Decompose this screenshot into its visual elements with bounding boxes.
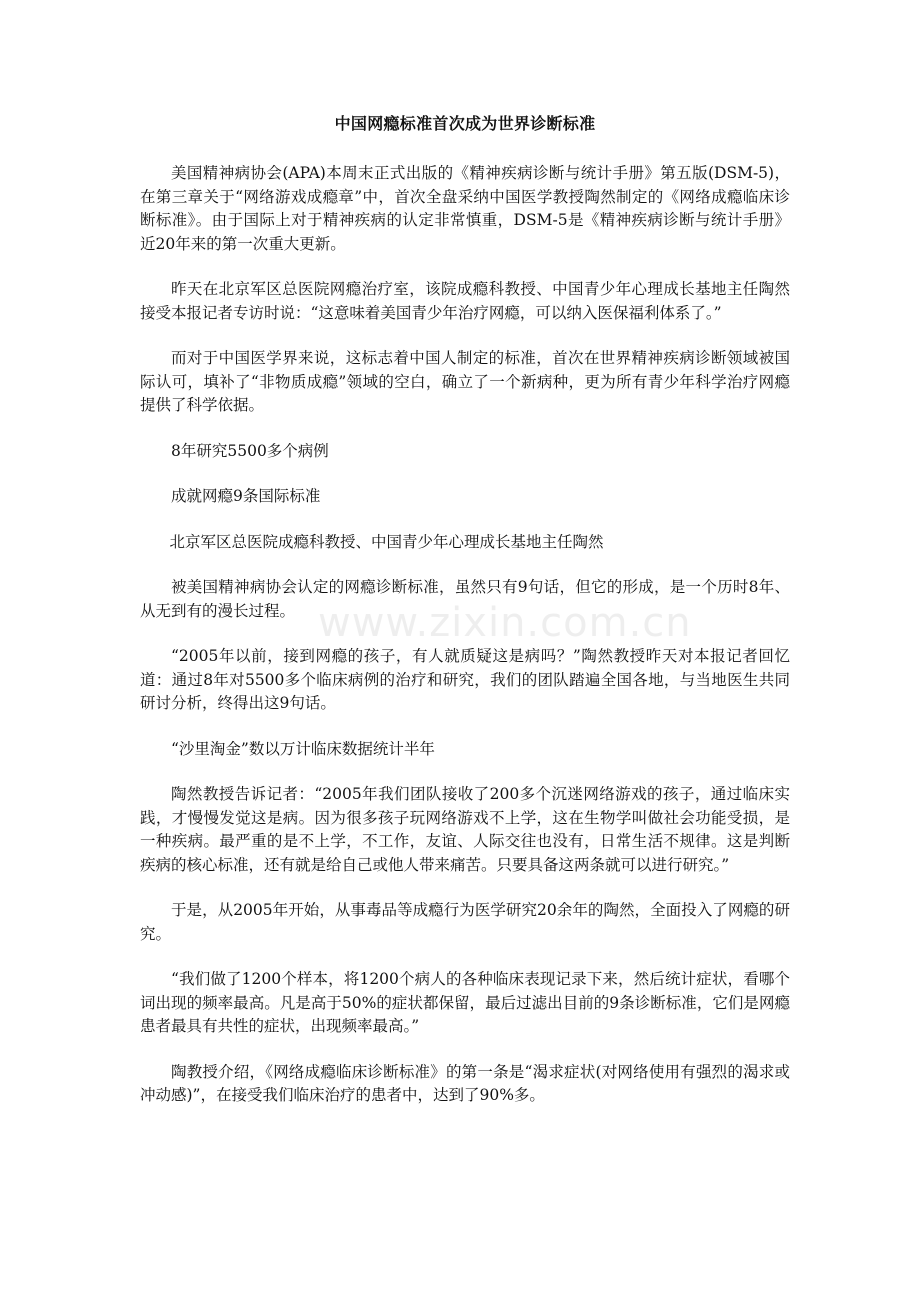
paragraph-intro: 美国精神病协会(APA)本周末正式出版的《精神疾病诊断与统计手册》第五版(DSM-5)，在第三章关于“网络游戏成瘾章”中，首次全盘采纳中国医学教授陶然制定的《网络成瘾临床诊断标准》。由于国际上对于精神疾病的认定非常慎重，DSM-5是《精神疾病诊断与统计手册》近20年来的第一次重大更新。	[140, 164, 790, 253]
paragraph-samples: “我们做了1200个样本，将1200个病人的各种临床表现记录下来，然后统计症状，看哪个词出现的频率最高。凡是高于50%的症状都保留，最后过滤出目前的9条诊断标准，它们是网瘾患者最具有共性的症状，出现频率最高。”	[140, 970, 790, 1035]
paragraph-first-criterion: 陶教授介绍，《网络成瘾临床诊断标准》的第一条是“渴求症状(对网络使用有强烈的渴求或冲动感)”，在接受我们临床治疗的患者中，达到了90%多。	[140, 1062, 790, 1104]
subheading-research: 8年研究5500多个病例	[171, 441, 329, 460]
paragraph-interview: 昨天在北京军区总医院网瘾治疗室，该院成瘾科教授、中国青少年心理成长基地主任陶然接受本报记者专访时说：“这意味着美国青少年治疗网瘾，可以纳入医保福利体系了。”	[140, 280, 790, 322]
paragraph-start: 于是，从2005年开始，从事毒品等成瘾行为医学研究20余年的陶然，全面投入了网瘾的研究。	[140, 901, 790, 943]
paragraph-process: 被美国精神病协会认定的网瘾诊断标准，虽然只有9句话，但它的形成，是一个历时8年、从无到有的漫长过程。	[140, 578, 790, 620]
document-title: 中国网瘾标准首次成为世界诊断标准	[334, 114, 596, 133]
subheading-standards: 成就网瘾9条国际标准	[171, 487, 321, 505]
subheading-data: “沙里淘金”数以万计临床数据统计半年	[171, 739, 435, 758]
paragraph-recollection: “2005年以前，接到网瘾的孩子，有人就质疑这是病吗？”陶然教授昨天对本报记者回忆道：通过8年对5500多个临床病例的治疗和研究，我们的团队踏遍全国各地，与当地医生共同研讨分析，终得出这9句话。	[140, 647, 790, 712]
document-page	[140, 112, 790, 1130]
watermark: www.zixin.com.cn	[318, 600, 692, 646]
paragraph-significance: 而对于中国医学界来说，这标志着中国人制定的标准，首次在世界精神疾病诊断领域被国际认可，填补了“非物质成瘾”领域的空白，确立了一个新病种，更为所有青少年科学治疗网瘾提供了科学依据。	[140, 349, 790, 414]
byline: 北京军区总医院成瘾科教授、中国青少年心理成长基地主任陶然	[169, 532, 604, 551]
paragraph-quote: 陶然教授告诉记者：“2005年我们团队接收了200多个沉迷网络游戏的孩子，通过临床实践，才慢慢发觉这是病。因为很多孩子玩网络游戏不上学，这在生物学叫做社会功能受损，是一种疾病。最严重的是不上学，不工作，友谊、人际交往也没有，日常生活不规律。这是判断疾病的核心标准，还有就是给自己或他人带来痛苦。只要具备这两条就可以进行研究。”	[140, 785, 790, 874]
